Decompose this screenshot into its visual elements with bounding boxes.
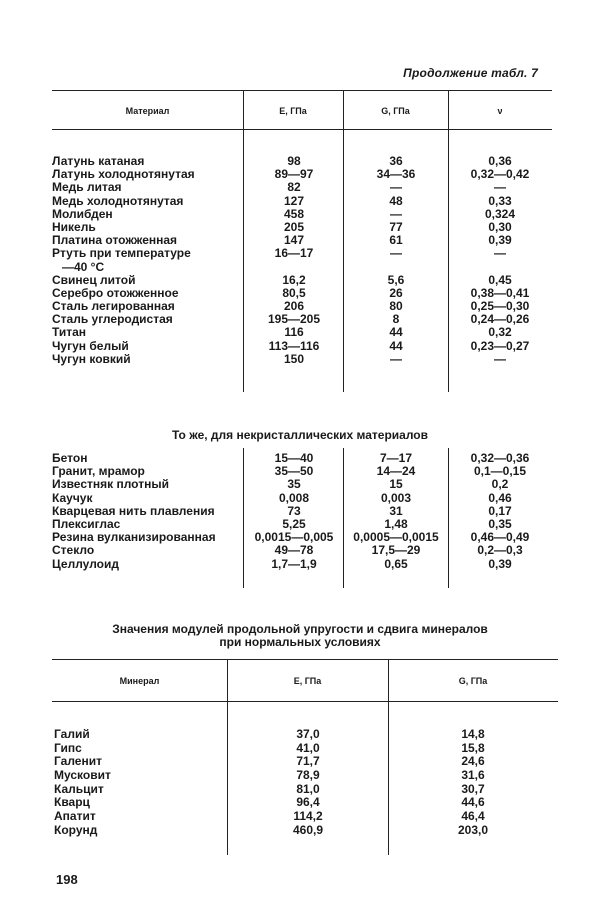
g-value-cell: 5,6 [387, 272, 405, 287]
e-value-cell: 206 [283, 299, 305, 314]
table-row [0, 544, 600, 557]
table-row [0, 824, 600, 838]
table-row [0, 742, 600, 756]
table-row [0, 326, 600, 339]
table1-top-rule [52, 90, 552, 91]
header-mineral: Минерал [119, 676, 160, 686]
mineral-cell: Мусковит [54, 768, 111, 783]
e-value-cell: 113—116 [268, 338, 320, 353]
header-material: Материал [125, 106, 170, 116]
table-row [0, 195, 600, 208]
material-cell: Платина отожженная [52, 233, 178, 248]
e-value-cell: 195—205 [267, 312, 321, 327]
e-value-cell: 147 [283, 233, 305, 248]
g-value-cell: 46,4 [461, 809, 485, 824]
poisson-value-cell: — [494, 180, 506, 195]
mineral-cell: Галий [54, 727, 90, 741]
e-value-cell: 16,2 [282, 272, 306, 287]
g-value-cell: 61 [389, 233, 403, 248]
poisson-value-cell: 0,324 [484, 206, 516, 221]
table3-body [0, 728, 600, 838]
poisson-value-cell: 0,32 [488, 325, 512, 340]
g-value-cell: 44,6 [461, 795, 485, 810]
poisson-value-cell: 0,32—0,36 [470, 451, 530, 465]
table3-header-rule [52, 701, 558, 702]
material-cell: Серебро отожженное [52, 285, 179, 300]
g-value-cell: 80 [389, 299, 403, 314]
e-value-cell: 96,4 [296, 795, 320, 810]
poisson-value-cell: 0,46—0,49 [470, 530, 530, 545]
e-value-cell: 35—50 [274, 464, 314, 479]
table-row [0, 769, 600, 783]
poisson-value-cell: 0,30 [488, 219, 512, 234]
e-value-cell: 73 [287, 503, 301, 518]
poisson-value-cell: 0,25—0,30 [470, 299, 530, 314]
table-row [0, 810, 600, 824]
g-value-cell: — [390, 246, 402, 261]
g-value-cell: 14,8 [461, 727, 485, 741]
material-cell: Латунь катаная [52, 154, 145, 168]
table-row [0, 247, 600, 260]
table-row [0, 478, 600, 491]
poisson-value-cell: 0,39 [488, 556, 512, 571]
table-row [0, 558, 600, 571]
poisson-value-cell: 0,38—0,41 [470, 285, 530, 300]
poisson-value-cell: 0,23—0,27 [470, 338, 530, 353]
table2-body [0, 452, 600, 571]
table-row [0, 353, 600, 366]
e-value-cell: 37,0 [296, 727, 320, 741]
continuation-label: Продолжение табл. 7 [403, 66, 538, 80]
g-value-cell: 44 [389, 325, 403, 340]
e-value-cell: 41,0 [296, 740, 320, 755]
poisson-value-cell: 0,32—0,42 [470, 167, 530, 182]
table2-caption: То же, для некристаллических материалов [171, 428, 429, 442]
g-value-cell: 26 [389, 285, 403, 300]
poisson-value-cell: 0,2—0,3 [477, 543, 523, 558]
g-value-cell: 0,65 [384, 556, 408, 571]
e-value-cell: 81,0 [296, 781, 320, 796]
g-value-cell: 1,48 [384, 516, 408, 531]
material-cell: Чугун ковкий [52, 351, 131, 366]
material-cell: Плексиглас [52, 516, 121, 531]
header-g-modulus: G, ГПа [381, 106, 410, 116]
poisson-value-cell: 0,39 [488, 233, 512, 248]
e-value-cell: 127 [283, 193, 305, 208]
material-cell: Стекло [52, 543, 95, 558]
header-g-modulus: G, ГПа [458, 676, 488, 686]
material-cell: Известняк плотный [52, 477, 169, 492]
header-e-modulus: E, ГПа [293, 676, 322, 686]
poisson-value-cell: 0,24—0,26 [470, 312, 530, 327]
table-row [0, 261, 600, 274]
material-cell: Никель [52, 219, 96, 234]
mineral-cell: Корунд [54, 822, 98, 837]
e-value-cell: 80,5 [282, 285, 306, 300]
table-row [0, 755, 600, 769]
e-value-cell: 458 [283, 206, 305, 221]
table1-body [0, 155, 600, 366]
e-value-cell: 116 [284, 325, 304, 340]
g-value-cell: 24,6 [461, 754, 485, 769]
e-value-cell: 35 [287, 477, 301, 492]
table-row [0, 505, 600, 518]
table-row [0, 492, 600, 505]
table-row [0, 728, 600, 742]
g-value-cell: 36 [389, 154, 403, 168]
material-cell: Ртуть при температуре [52, 246, 191, 261]
material-cell: Каучук [52, 490, 93, 505]
table-row [0, 274, 600, 287]
e-value-cell: 82 [287, 180, 301, 195]
poisson-value-cell: 0,1—0,15 [473, 464, 527, 479]
table-row [0, 181, 600, 194]
table3-caption-line1: Значения модулей продольной упругости и сдвига минералов [112, 622, 488, 636]
material-cell: Сталь углеродистая [52, 312, 173, 327]
poisson-value-cell: 0,17 [488, 503, 512, 518]
material-cell: Гранит, мрамор [52, 464, 145, 479]
mineral-cell: Апатит [54, 809, 96, 824]
e-value-cell: 0,008 [278, 490, 310, 505]
e-value-cell: 0,0015—0,005 [254, 530, 334, 545]
g-value-cell: 8 [392, 312, 400, 327]
material-cell: Бетон [52, 451, 88, 465]
e-value-cell: 78,9 [296, 768, 320, 783]
g-value-cell: — [390, 206, 402, 221]
table3-caption-line2: при нормальных условиях [219, 635, 381, 649]
e-value-cell: 89—97 [274, 167, 314, 182]
material-cell: Латунь холоднотянутая [52, 167, 195, 182]
material-cell: Молибден [52, 206, 113, 221]
material-cell: Свинец литой [52, 272, 136, 287]
material-cell: Кварцевая нить плавления [52, 503, 215, 518]
g-value-cell: 7—17 [379, 451, 413, 465]
table-row [0, 783, 600, 797]
e-value-cell: 49—78 [274, 543, 314, 558]
g-value-cell: 77 [389, 219, 403, 234]
g-value-cell: 48 [389, 193, 403, 208]
poisson-value-cell: 0,46 [488, 490, 512, 505]
e-value-cell: 98 [287, 154, 301, 168]
g-value-cell: 44 [389, 338, 403, 353]
e-value-cell: 16—17 [274, 246, 314, 261]
table3-top-rule [52, 659, 558, 660]
table-row [0, 796, 600, 810]
e-value-cell: 460,9 [292, 822, 324, 837]
material-cell: Медь литая [52, 180, 122, 195]
e-value-cell: 1,7—1,9 [271, 556, 317, 571]
mineral-cell: Кварц [54, 795, 90, 810]
mineral-cell: Гипс [54, 740, 82, 755]
g-value-cell: 15 [389, 477, 403, 492]
header-poisson: ν [497, 106, 503, 116]
poisson-value-cell: 0,45 [488, 272, 512, 287]
g-value-cell: 0,003 [380, 490, 412, 505]
poisson-value-cell: 0,33 [488, 193, 512, 208]
material-cell: Медь холоднотянутая [52, 193, 184, 208]
g-value-cell: 34—36 [376, 167, 416, 182]
e-value-cell: 5,25 [282, 516, 306, 531]
material-cell: Титан [52, 325, 87, 340]
g-value-cell: 0,0005—0,0015 [353, 530, 439, 545]
material-cell: Целлулоид [52, 556, 119, 571]
header-e-modulus: E, ГПа [279, 106, 307, 116]
table-row [0, 208, 600, 221]
g-value-cell: 14—24 [376, 464, 416, 479]
table1-header-rule [52, 129, 552, 130]
material-cell: Сталь легированная [52, 299, 175, 314]
g-value-cell: 31,6 [461, 768, 485, 783]
table-row [0, 340, 600, 353]
g-value-cell: — [390, 351, 402, 366]
e-value-cell: 15—40 [274, 451, 314, 465]
g-value-cell: 17,5—29 [371, 543, 421, 558]
poisson-value-cell: 0,36 [488, 154, 512, 168]
poisson-value-cell: — [494, 246, 506, 261]
g-value-cell: 203,0 [457, 822, 489, 837]
g-value-cell: 31 [389, 503, 403, 518]
material-cell: —40 °С [62, 259, 105, 274]
material-cell: Чугун белый [52, 338, 129, 353]
g-value-cell: — [390, 180, 402, 195]
mineral-cell: Галенит [54, 754, 102, 769]
mineral-cell: Кальцит [54, 781, 104, 796]
poisson-value-cell: 0,35 [488, 516, 512, 531]
e-value-cell: 150 [283, 351, 305, 366]
page-number: 198 [56, 872, 78, 887]
g-value-cell: 15,8 [461, 740, 485, 755]
e-value-cell: 205 [283, 219, 305, 234]
poisson-value-cell: 0,2 [491, 477, 509, 492]
e-value-cell: 71,7 [296, 754, 320, 769]
e-value-cell: 114,2 [293, 809, 323, 824]
g-value-cell: 30,7 [461, 781, 485, 796]
material-cell: Резина вулканизированная [52, 530, 216, 545]
poisson-value-cell: — [494, 351, 506, 366]
